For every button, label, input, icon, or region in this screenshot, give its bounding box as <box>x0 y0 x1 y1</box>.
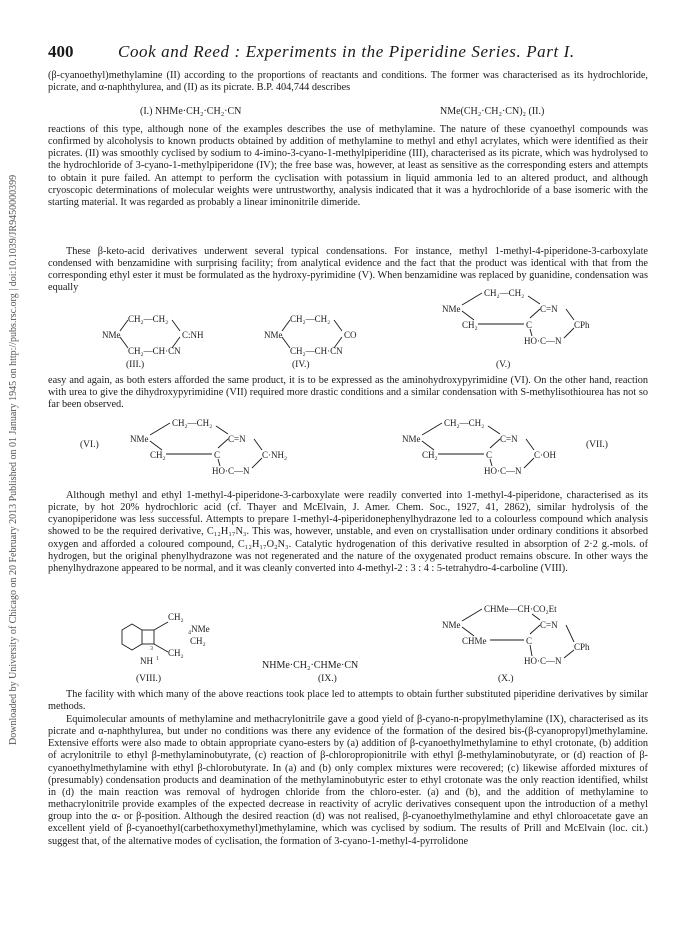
s10-label-4: C <box>526 636 533 646</box>
paragraph-3: These β-keto-acid derivatives underwent several typical condensations. For instance, methyl 1-methyl-4-piperidone-3-carboxylate condensed with benzamidine with surprising facility; from analytical evidence and the fact that the product was identical with that from the corresponding ethyl ester it must be formulated as the hydroxy-pyrimidine (V). When benzamidine was replaced by guanidine, condensation was equally <box>48 246 648 294</box>
s8-label-5: NH <box>140 656 153 666</box>
structure-V <box>440 286 610 364</box>
s6-label-3: CH₂ <box>150 450 166 460</box>
s8-label-0: CH₂ <box>168 612 184 622</box>
paragraph-2-block <box>48 124 648 209</box>
s4-label-3: CH₂—CH·CN <box>290 346 343 356</box>
s10-label-1: NMe <box>442 620 461 630</box>
caption-III: (III.) <box>126 360 145 370</box>
s6-label-6: HO·C—N <box>212 466 250 476</box>
s7-label-4: C <box>486 450 493 460</box>
paragraph-5: Although methyl and ethyl 1-methyl-4-piperidone-3-carboxylate were readily converted into 1-methyl-4-piperidone, characterised as its picrate, by hot 20% hydrochloric acid (cf. Thayer and McElvain, J. Amer. Chem. Soc., 1927, 41, 2862), similar hydrolysis of the cyanopiperidone was less successful. Attempts to prepare 1-methyl-4-piperidonephenylhydrazone led to a colourless compound which analysis showed to be the required derivative, C₁₂H₁₇N₃. This was, however, unstable, and even on crystallisation under ordinary conditions it absorbed oxygen and afforded a coloured compound, C₁₂H₁₇O₂N₃. Catalytic hydrogenation of this derivative resulted in absorption of 2·2 g.-mols. of hydrogen, but the original phenylhydrazone was not regenerated and the nature of the oxygenated product remains obscure. In other ways the phenylhydrazone appeared to be normal, and it was cleanly converted into 4-methyl-2 : 3 : 4 : 5-tetrahydro-4-carboline (VIII). <box>48 490 648 574</box>
paragraph-1-block <box>48 70 648 94</box>
paragraph-6: The facility with which many of the above reactions took place led to attempts to obtain further substituted piperidine derivatives by similar methods. <box>48 689 648 713</box>
paragraph-5-block <box>48 490 648 575</box>
paragraph-7: Equimolecular amounts of methylamine and methacrylonitrile gave a good yield of β-cyano-n-propylmethylamine (IX), characterised as its picrate and α-naphthylurea, but under no conditions was there any evidence of the formation of the desired bis-(β-cyanopropyl)methylamine. Extensive efforts were also made to obtain appropriate cyano-esters by (a) addition of β-cyanoethylmethylamine to ethyl crotonate, (b) addition of acrylonitrile to ethyl β-methylaminobutyrate, (c) reaction of β-chloropropionitrile with ethyl β-methylaminobutyrate, or (d) reaction of β-cyanoethylmethylamine with ethyl β-chlorobutyrate. In (a) and (b) only complex mixtures were recovered; (c) likewise afforded mixtures of (presumably) condensation products and deamination of the methylaminobutyric ester to ethyl crotonate was the only reaction identified, whilst in (d) the main reaction was removal of hydrogen chloride from the chloro-ester. (a) and (b), and the addition of methylamine to methacrylonitrile provide examples of the expected decrease in reactivity of acrylic derivatives consequent upon the introduction of a methyl group into the α- or β-position. Although the desired reaction (d) was not realised, β-cyanoethylmethylamine and ethyl chloroacetate gave an excellent yield of β-cyanoethyl(carbethoxymethyl)methylamine, which was cyclised by sodium. The results of Prill and McElvain (loc. cit.) suggest that, of the alternative modes of cyclisation, the formation of 3-cyano-1-methyl-4-pyrrolidone <box>48 714 648 847</box>
s4-label-0: CH₂—CH₂ <box>290 314 331 324</box>
running-title: Cook and Reed : Experiments in the Piperidine Series. Part I. <box>118 42 575 61</box>
s10-label-2: C=N <box>540 620 558 630</box>
structure-III <box>100 300 220 362</box>
s4-label-2: CO <box>344 330 357 340</box>
s7-label-0: CH₂—CH₂ <box>444 418 485 428</box>
s8-label-3: CH₂ <box>168 648 184 658</box>
s3-label-1: NMe <box>102 330 121 340</box>
caption-VIII: (VIII.) <box>136 674 162 684</box>
structure-VI <box>128 416 308 494</box>
caption-V: (V.) <box>496 360 511 370</box>
s8-label-1: ₄NMe <box>188 624 210 634</box>
s4-label-1: NMe <box>264 330 283 340</box>
paragraph-2: reactions of this type, although none of the examples describes the use of methylamine. The nature of these cyanoethyl compounds was confirmed by alcoholysis to known products obtained by addition of methylamine to methyl and ethyl acrylates, which were identified as their picrates. (II) was smoothly cyclised by sodium to 4-imino-3-cyano-1-methylpiperidine (III), characterised as its picrate, which was hydrolysed to the hydrochloride of 3-cyano-1-methylpiperidone (IV); the free base was, however, at least as sensitive as the corresponding esters and attempts to obtain it pure failed. An attempt to perform the cyclisation with potassium in liquid ammonia led to an altered product, and although cryoscopic determinations of molecular weights were untrustworthy, analysis indicated that it was a hydrochloride of a base isomeric with the starting material. It was regarded as probably a linear iminonitrile dimeride. <box>48 124 648 208</box>
s6-label-2: C=N <box>228 434 246 444</box>
s7-label-2: C=N <box>500 434 518 444</box>
s5-label-2: C=N <box>540 304 558 314</box>
formula-IX: NHMe·CH₂·CHMe·CN <box>262 660 359 671</box>
download-sidebar <box>8 174 24 745</box>
s6-label-5: C·NH₂ <box>262 450 288 460</box>
structure-IV <box>262 300 382 362</box>
formula-I: (I.) NHMe·CH₂·CH₂·CN <box>140 106 242 117</box>
paragraph-4: easy and again, as both esters afforded the same product, it is to be expressed as the aminohydroxypyrimidine (VI). On the other hand, reaction with urea to give the dihydroxypyrimidine (VII) required more drastic conditions and a similar condensation with S-methylisothiourea has not so far been observed. <box>48 375 648 411</box>
s6-label-0: CH₂—CH₂ <box>172 418 213 428</box>
s5-label-3: CH₂ <box>462 320 478 330</box>
s10-label-6: HO·C—N <box>524 656 562 666</box>
s7-label-1: NMe <box>402 434 421 444</box>
caption-IV: (IV.) <box>292 360 310 370</box>
download-notice: Downloaded by University of Chicago on 20 February 2013 Published on 01 January 1945 on http://pubs.rsc.org | doi:10.1039/JR9450000399 <box>8 174 19 745</box>
page-number: 400 <box>48 42 74 61</box>
s6-label-4: C <box>214 450 221 460</box>
s3-label-0: CH₂—CH₂ <box>128 314 169 324</box>
paragraph-1: (β-cyanoethyl)methylamine (II) according to the proportions of reactants and conditions. The former was characterised as its hydrochloride, picrate, and α-naphthylurea, and (II) as its picrate. B.P. 404,744 describes <box>48 70 648 94</box>
s8-label-2: CH₂ <box>190 636 206 646</box>
structure-VIII <box>112 610 232 672</box>
s3-label-2: C:NH <box>182 330 204 340</box>
structure-VII <box>400 416 580 494</box>
s7-label-5: C·OH <box>534 450 556 460</box>
caption-VI: (VI.) <box>80 440 99 450</box>
s3-label-3: CH₂—CH·CN <box>128 346 181 356</box>
caption-X: (X.) <box>498 674 514 684</box>
paragraph-4-block <box>48 375 648 411</box>
caption-IX: (IX.) <box>318 674 337 684</box>
structure-X <box>440 602 620 680</box>
s8-label-4: ₃ <box>150 640 154 650</box>
s8-label-6: ₁ <box>156 650 160 660</box>
s10-label-3: CHMe <box>462 636 487 646</box>
s5-label-0: CH₂—CH₂ <box>484 288 525 298</box>
s5-label-4: C <box>526 320 533 330</box>
paragraph-7-block <box>48 714 648 848</box>
paragraph-6-block <box>48 689 648 713</box>
s7-label-3: CH₂ <box>422 450 438 460</box>
page-header <box>48 42 648 64</box>
s6-label-1: NMe <box>130 434 149 444</box>
s10-label-5: CPh <box>574 642 590 652</box>
caption-VII: (VII.) <box>586 440 608 450</box>
formula-II: NMe(CH₂·CH₂·CN)₂ (II.) <box>440 106 545 117</box>
s5-label-1: NMe <box>442 304 461 314</box>
s7-label-6: HO·C—N <box>484 466 522 476</box>
s5-label-5: CPh <box>574 320 590 330</box>
s5-label-6: HO·C—N <box>524 336 562 346</box>
s10-label-0: CHMe—CH·CO₂Et <box>484 604 557 614</box>
